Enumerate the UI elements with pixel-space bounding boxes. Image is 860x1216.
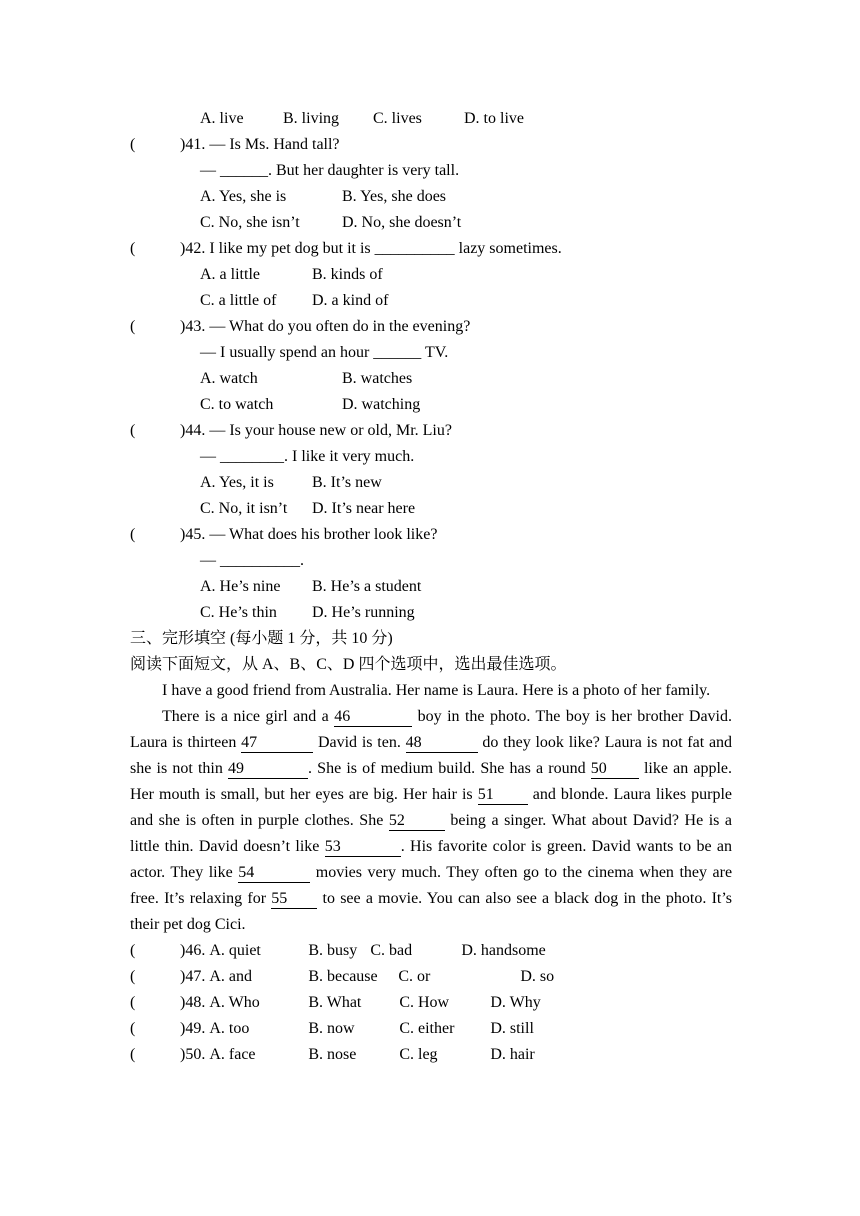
q44-option-d: D. It’s near here bbox=[312, 500, 416, 517]
passage-text: being a singer. What about David? He is a little thin. David doesn’t like bbox=[130, 812, 733, 855]
exam-page bbox=[130, 106, 732, 1068]
question-text: — Is Ms. Hand tall? bbox=[209, 136, 340, 153]
blank-50[interactable]: 50 bbox=[591, 760, 639, 779]
q42-option-b: B. kinds of bbox=[312, 266, 383, 283]
q40-option-c: C. lives bbox=[373, 110, 422, 127]
q43-option-d: D. watching bbox=[342, 396, 421, 413]
q42-option-a: A. a little bbox=[200, 266, 260, 283]
option-d: D. handsome bbox=[461, 942, 546, 959]
blank-53[interactable]: 53 bbox=[325, 838, 401, 857]
passage-paragraph-1: I have a good friend from Australia. Her name is Laura. Here is a photo of her family. bbox=[162, 682, 711, 699]
option-b: B. nose bbox=[308, 1046, 357, 1063]
cloze-question-48 bbox=[130, 990, 732, 1016]
passage-text: David is ten. bbox=[317, 734, 401, 751]
question-45 bbox=[130, 522, 732, 548]
q45-options-row2 bbox=[130, 600, 732, 626]
cloze-question-46 bbox=[130, 938, 732, 964]
q42-options-row2 bbox=[130, 288, 732, 314]
question-41 bbox=[130, 132, 732, 158]
answer-paren[interactable]: ( bbox=[130, 318, 136, 335]
q44-option-a: A. Yes, it is bbox=[200, 474, 274, 491]
cloze-question-49 bbox=[130, 1016, 732, 1042]
question-text: I like my pet dog but it is __________ lazy sometimes. bbox=[209, 240, 562, 257]
passage-text: and blonde. Laura likes purple and she is often in purple clothes. She bbox=[130, 786, 733, 829]
blank-54[interactable]: 54 bbox=[238, 864, 310, 883]
question-number: )50. bbox=[180, 1046, 206, 1063]
q44-options-row2 bbox=[130, 496, 732, 522]
blank-47[interactable]: 47 bbox=[241, 734, 313, 753]
option-c: C. How bbox=[399, 994, 450, 1011]
blank-55[interactable]: 55 bbox=[271, 890, 317, 909]
blank-49[interactable]: 49 bbox=[228, 760, 308, 779]
blank-46[interactable]: 46 bbox=[334, 708, 412, 727]
q40-option-d: D. to live bbox=[464, 110, 524, 127]
q44-option-c: C. No, it isn’t bbox=[200, 500, 288, 517]
option-d: D. still bbox=[490, 1020, 534, 1037]
q41-option-d: D. No, she doesn’t bbox=[342, 214, 462, 231]
question-number: )45. bbox=[180, 526, 206, 543]
answer-paren[interactable]: ( bbox=[130, 994, 136, 1011]
passage-text: to see a movie. You can also see a black dog in the photo. It’s their pet dog Cici. bbox=[130, 890, 733, 933]
q44-options-row1 bbox=[130, 470, 732, 496]
q41-reply: — ______. But her daughter is very tall. bbox=[200, 162, 460, 179]
q45-reply: — __________. bbox=[200, 552, 304, 569]
q43-option-a: A. watch bbox=[200, 370, 258, 387]
option-b: B. What bbox=[308, 994, 362, 1011]
q41-option-b: B. Yes, she does bbox=[342, 188, 447, 205]
blank-48[interactable]: 48 bbox=[406, 734, 478, 753]
answer-paren[interactable]: ( bbox=[130, 526, 136, 543]
option-b: B. busy bbox=[308, 942, 358, 959]
option-c: C. or bbox=[398, 968, 431, 985]
q43-options-row1 bbox=[130, 366, 732, 392]
answer-paren[interactable]: ( bbox=[130, 240, 136, 257]
question-number: )46. bbox=[180, 942, 206, 959]
option-b: B. because bbox=[308, 968, 378, 985]
question-number: )49. bbox=[180, 1020, 206, 1037]
option-a: A. too bbox=[209, 1020, 250, 1037]
q45-option-a: A. He’s nine bbox=[200, 578, 281, 595]
option-d: D. Why bbox=[490, 994, 541, 1011]
passage-paragraph-2 bbox=[130, 704, 732, 938]
answer-paren[interactable]: ( bbox=[130, 968, 136, 985]
option-a: A. and bbox=[209, 968, 252, 985]
option-c: C. either bbox=[399, 1020, 455, 1037]
q45-options-row1 bbox=[130, 574, 732, 600]
passage-text: There is a nice girl and a bbox=[162, 708, 329, 725]
q44-option-b: B. It’s new bbox=[312, 474, 382, 491]
cloze-question-50 bbox=[130, 1042, 732, 1068]
section-instruction: 阅读下面短文，从 A、B、C、D 四个选项中，选出最佳选项。 bbox=[130, 656, 567, 673]
question-number: )44. bbox=[180, 422, 206, 439]
cloze-question-47 bbox=[130, 964, 732, 990]
question-number: )41. bbox=[180, 136, 206, 153]
q41-options-row1 bbox=[130, 184, 732, 210]
answer-paren[interactable]: ( bbox=[130, 422, 136, 439]
option-c: C. leg bbox=[399, 1046, 438, 1063]
question-number: )42. bbox=[180, 240, 206, 257]
q44-reply: — ________. I like it very much. bbox=[200, 448, 415, 465]
q43-options-row2 bbox=[130, 392, 732, 418]
question-44 bbox=[130, 418, 732, 444]
question-number: )43. bbox=[180, 318, 206, 335]
blank-52[interactable]: 52 bbox=[389, 812, 445, 831]
answer-paren[interactable]: ( bbox=[130, 942, 136, 959]
option-b: B. now bbox=[308, 1020, 355, 1037]
option-a: A. face bbox=[209, 1046, 256, 1063]
q45-option-c: C. He’s thin bbox=[200, 604, 277, 621]
answer-paren[interactable]: ( bbox=[130, 136, 136, 153]
q42-options-row1 bbox=[130, 262, 732, 288]
passage-text: . His favorite color is green. David wants to be an actor. They like bbox=[130, 838, 733, 881]
passage-text: movies very much. They often go to the cinema when they are free. It’s relaxing for bbox=[130, 864, 733, 907]
question-number: )48. bbox=[180, 994, 206, 1011]
q40-option-a: A. live bbox=[200, 110, 244, 127]
passage-text: . She is of medium build. She has a round bbox=[308, 760, 586, 777]
option-d: D. so bbox=[520, 968, 555, 985]
q45-option-b: B. He’s a student bbox=[312, 578, 422, 595]
question-text: — What does his brother look like? bbox=[209, 526, 438, 543]
answer-paren[interactable]: ( bbox=[130, 1046, 136, 1063]
question-text: — Is your house new or old, Mr. Liu? bbox=[209, 422, 452, 439]
q41-option-a: A. Yes, she is bbox=[200, 188, 287, 205]
option-c: C. bad bbox=[370, 942, 413, 959]
question-text: — What do you often do in the evening? bbox=[209, 318, 471, 335]
question-number: )47. bbox=[180, 968, 206, 985]
q43-reply: — I usually spend an hour ______ TV. bbox=[200, 344, 449, 361]
question-42 bbox=[130, 236, 732, 262]
q42-option-d: D. a kind of bbox=[312, 292, 389, 309]
passage-text: do they look like? Laura is not fat and she is not thin bbox=[130, 734, 733, 777]
q42-option-c: C. a little of bbox=[200, 292, 277, 309]
question-43 bbox=[130, 314, 732, 340]
q43-option-b: B. watches bbox=[342, 370, 413, 387]
q40-options bbox=[130, 106, 732, 132]
q40-option-b: B. living bbox=[283, 110, 340, 127]
blank-51[interactable]: 51 bbox=[478, 786, 528, 805]
passage-text: like an apple. Her mouth is small, but her eyes are big. Her hair is bbox=[130, 760, 733, 803]
option-a: A. quiet bbox=[209, 942, 261, 959]
q43-option-c: C. to watch bbox=[200, 396, 274, 413]
q41-options-row2 bbox=[130, 210, 732, 236]
option-d: D. hair bbox=[490, 1046, 535, 1063]
passage-text: boy in the photo. The boy is her brother David. Laura is thirteen bbox=[130, 708, 732, 751]
q45-option-d: D. He’s running bbox=[312, 604, 415, 621]
option-a: A. Who bbox=[209, 994, 260, 1011]
answer-paren[interactable]: ( bbox=[130, 1020, 136, 1037]
section-title: 三、完形填空 (每小题 1 分，共 10 分) bbox=[130, 630, 393, 647]
q41-option-c: C. No, she isn’t bbox=[200, 214, 300, 231]
